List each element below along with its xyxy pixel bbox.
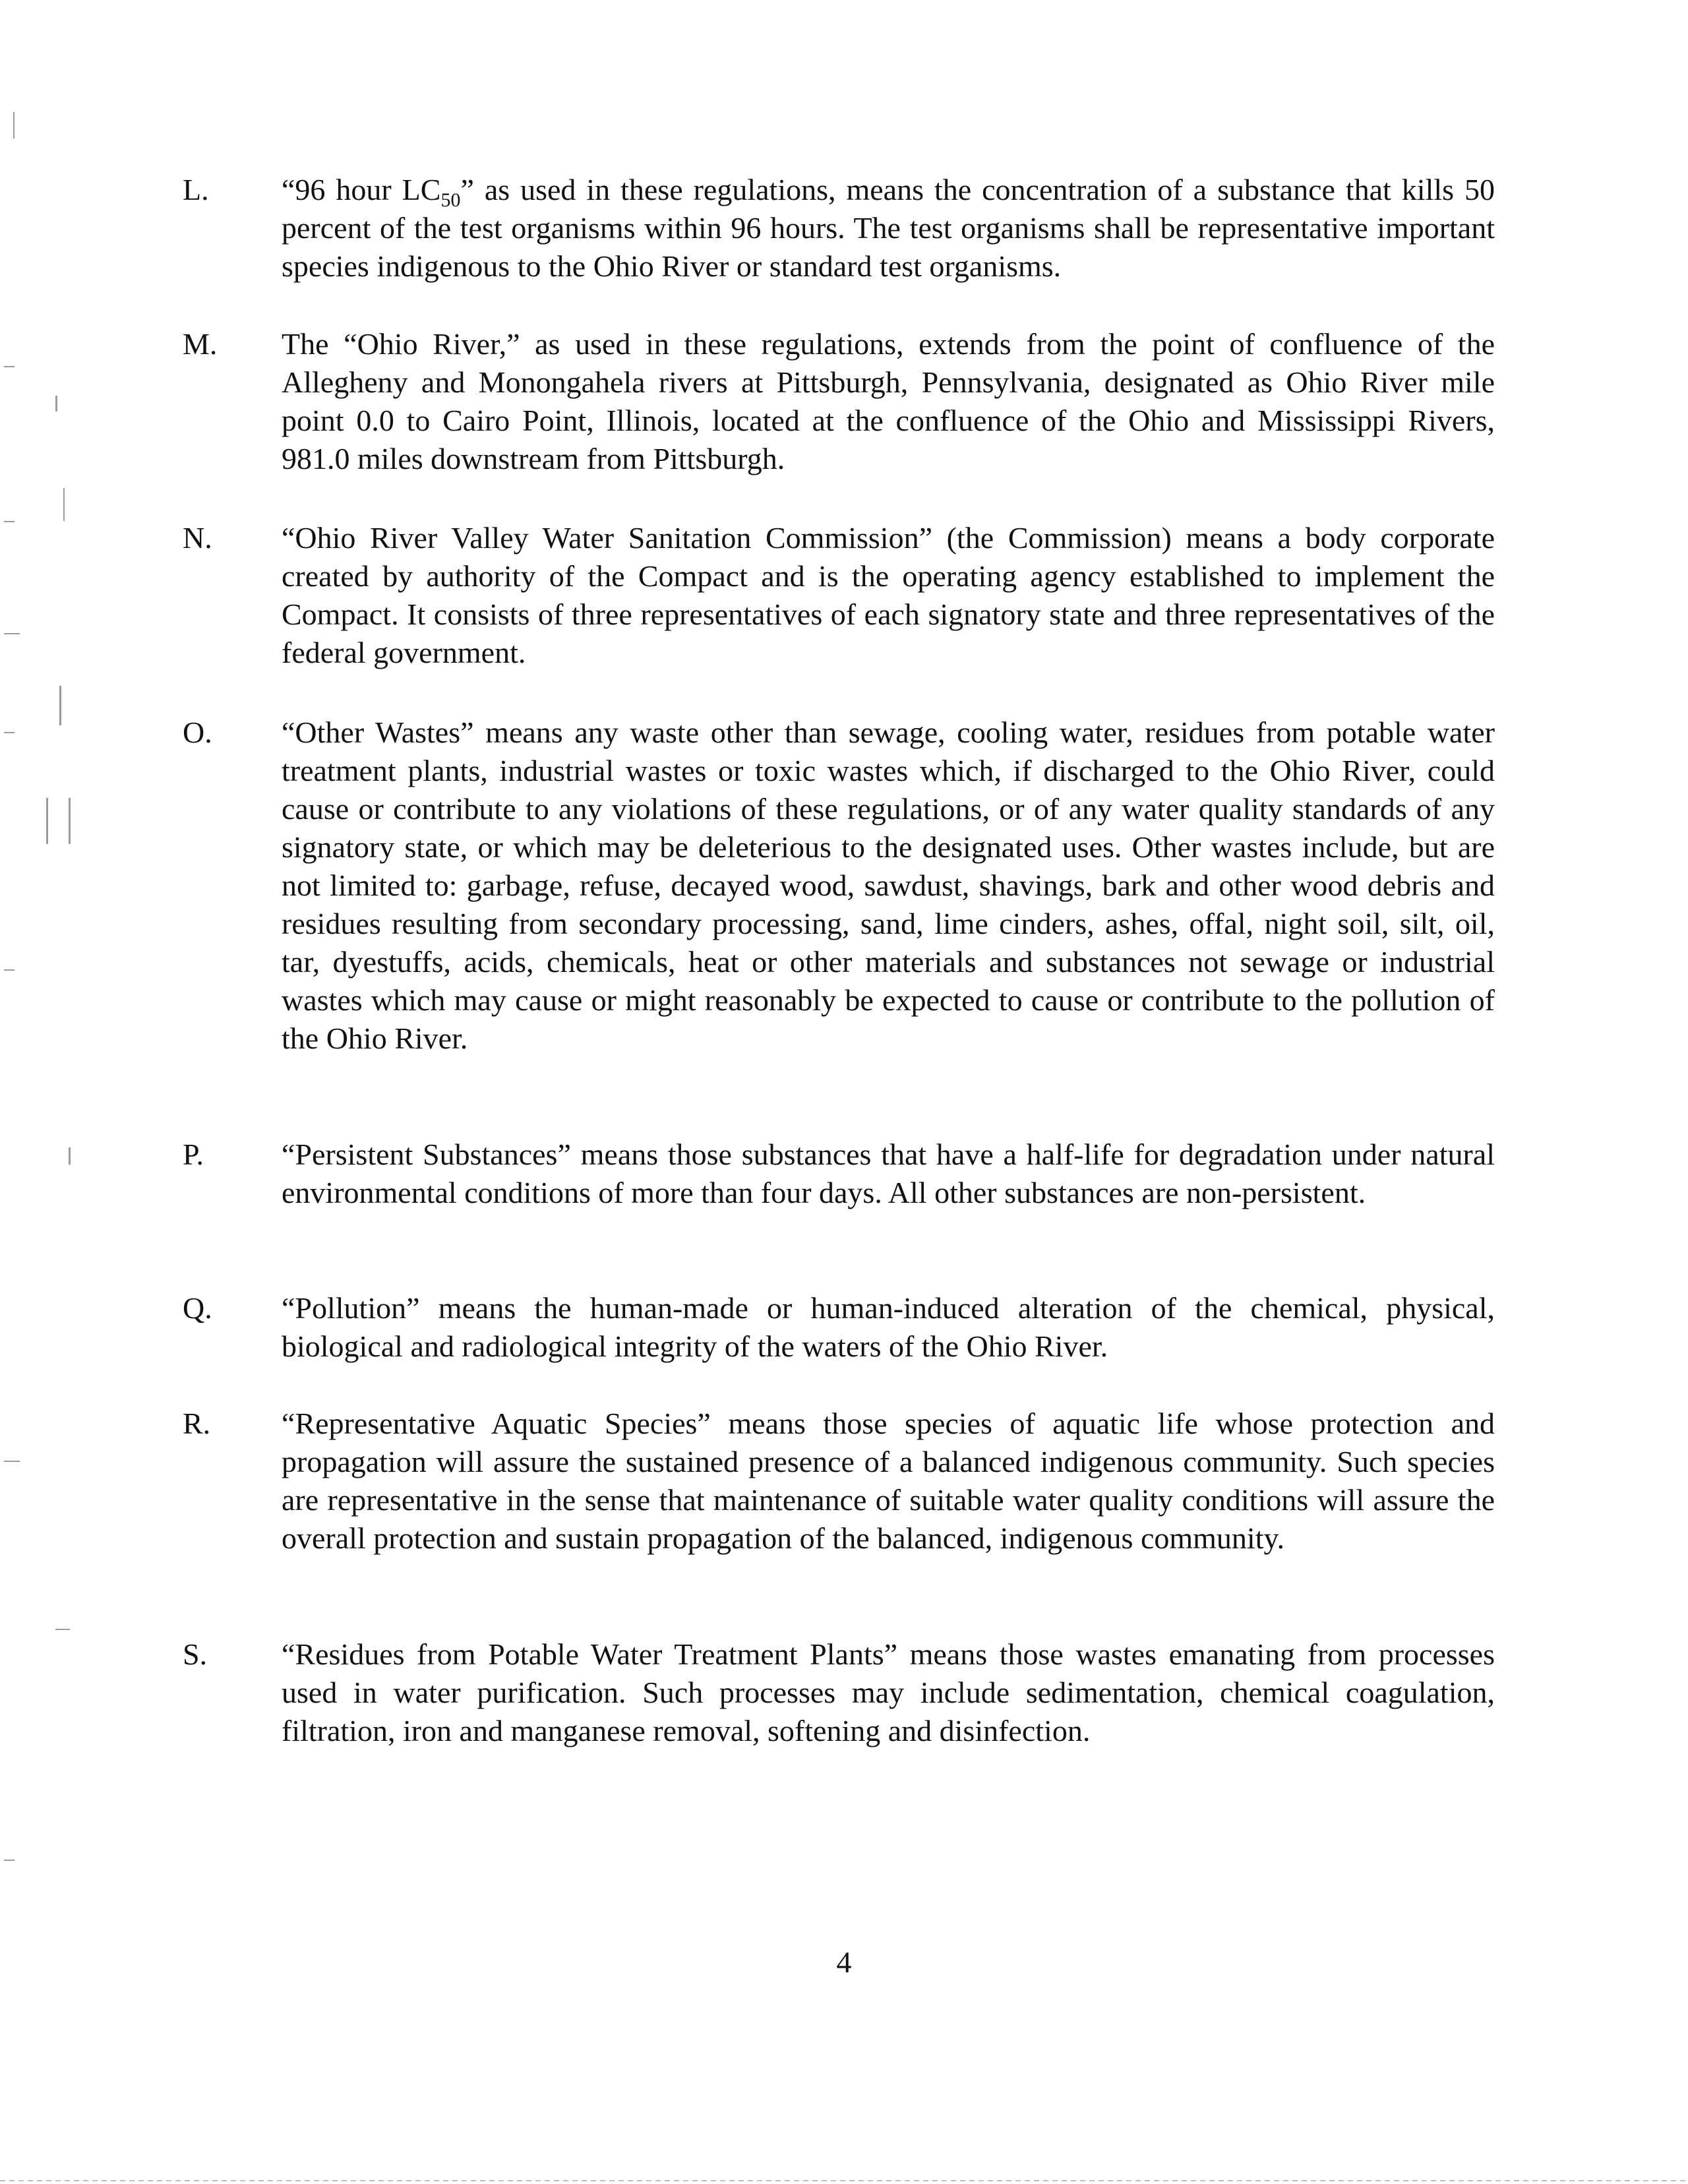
definition-body: “Persistent Substances” means those substances that have a half-life for degradation under natural environmental conditions of more than four days. All other substances are non-persistent. [282,1138,1495,1209]
scan-margin-artifacts [0,0,92,2184]
definition-letter: M. [183,327,218,361]
definition-letter: R. [183,1407,211,1440]
definition-body: The “Ohio River,” as used in these regulations, extends from the point of confluence of the Allegheny and Monongahela rivers at Pittsburgh, Pennsylvania, designated as Ohio River mile point 0.0 to Cairo Point, Illinois, located at the confluence of the Ohio and Mississippi Rivers, 981.0 miles downstream from Pittsburgh. [282,327,1495,475]
definition-text [282,171,1495,286]
page-number: 4 [836,1945,852,1979]
definition-text [282,1405,1495,1558]
definition-body: “Other Wastes” means any waste other than sewage, cooling water, residues from potable water treatment plants, industrial wastes or toxic wastes which, if discharged to the Ohio River, could cause or contribute to any violations of these regulations, or of any water quality standards of any signatory state, or which may be deleterious to the designated uses. Other wastes include, but are not limited to: garbage, refuse, decayed wood, sawdust, shavings, bark and other wood debris and residues resulting from secondary processing, sand, lime cinders, ashes, offal, night soil, silt, oil, tar, dyestuffs, acids, chemicals, heat or other materials and substances not sewage or industrial wastes which may cause or might reasonably be expected to cause or contribute to the pollution of the Ohio River. [282,715,1495,1055]
definition-letter: S. [183,1637,208,1671]
definition-body: “Residues from Potable Water Treatment Plants” means those wastes emanating from processes used in water purification. Such processes may include sedimentation, chemical coagulation, filtration, iron and manganese removal, softening and disinfection. [282,1637,1495,1747]
definition-text [282,325,1495,478]
definition-text [282,713,1495,1058]
definition-letter: O. [183,715,212,749]
definition-text [282,1289,1495,1366]
definition-text [282,1635,1495,1750]
lc50-term-prefix: “96 hour LC [282,173,441,206]
definition-text [282,519,1495,672]
definition-letter: P. [183,1138,204,1171]
definition-text [282,1136,1495,1212]
lc50-subscript: 50 [440,189,461,211]
definition-body: “Representative Aquatic Species” means those species of aquatic life whose protection and propagation will assure the sustained presence of a balanced indigenous community. Such species are representative in the sense that maintenance of suitable water quality conditions will assure the overall protection and sustain propagation of the balanced, indigenous community. [282,1407,1495,1555]
definition-body: ” as used in these regulations, means the concentration of a substance that kills 50 percent of the test organisms within 96 hours. The test organisms shall be representative important species indigenous to the Ohio River or standard test organisms. [282,173,1495,283]
scan-bottom-edge [0,2180,1688,2181]
definition-letter: L. [183,173,209,206]
definition-letter: Q. [183,1291,212,1325]
definition-letter: N. [183,521,212,555]
definition-body: “Pollution” means the human-made or human-induced alteration of the chemical, physical, biological and radiological integrity of the waters of the Ohio River. [282,1291,1495,1363]
definition-body: “Ohio River Valley Water Sanitation Commission” (the Commission) means a body corporate created by authority of the Compact and is the operating agency established to implement the Compact. It consists of three representatives of each signatory state and three representatives of the federal government. [282,521,1495,669]
